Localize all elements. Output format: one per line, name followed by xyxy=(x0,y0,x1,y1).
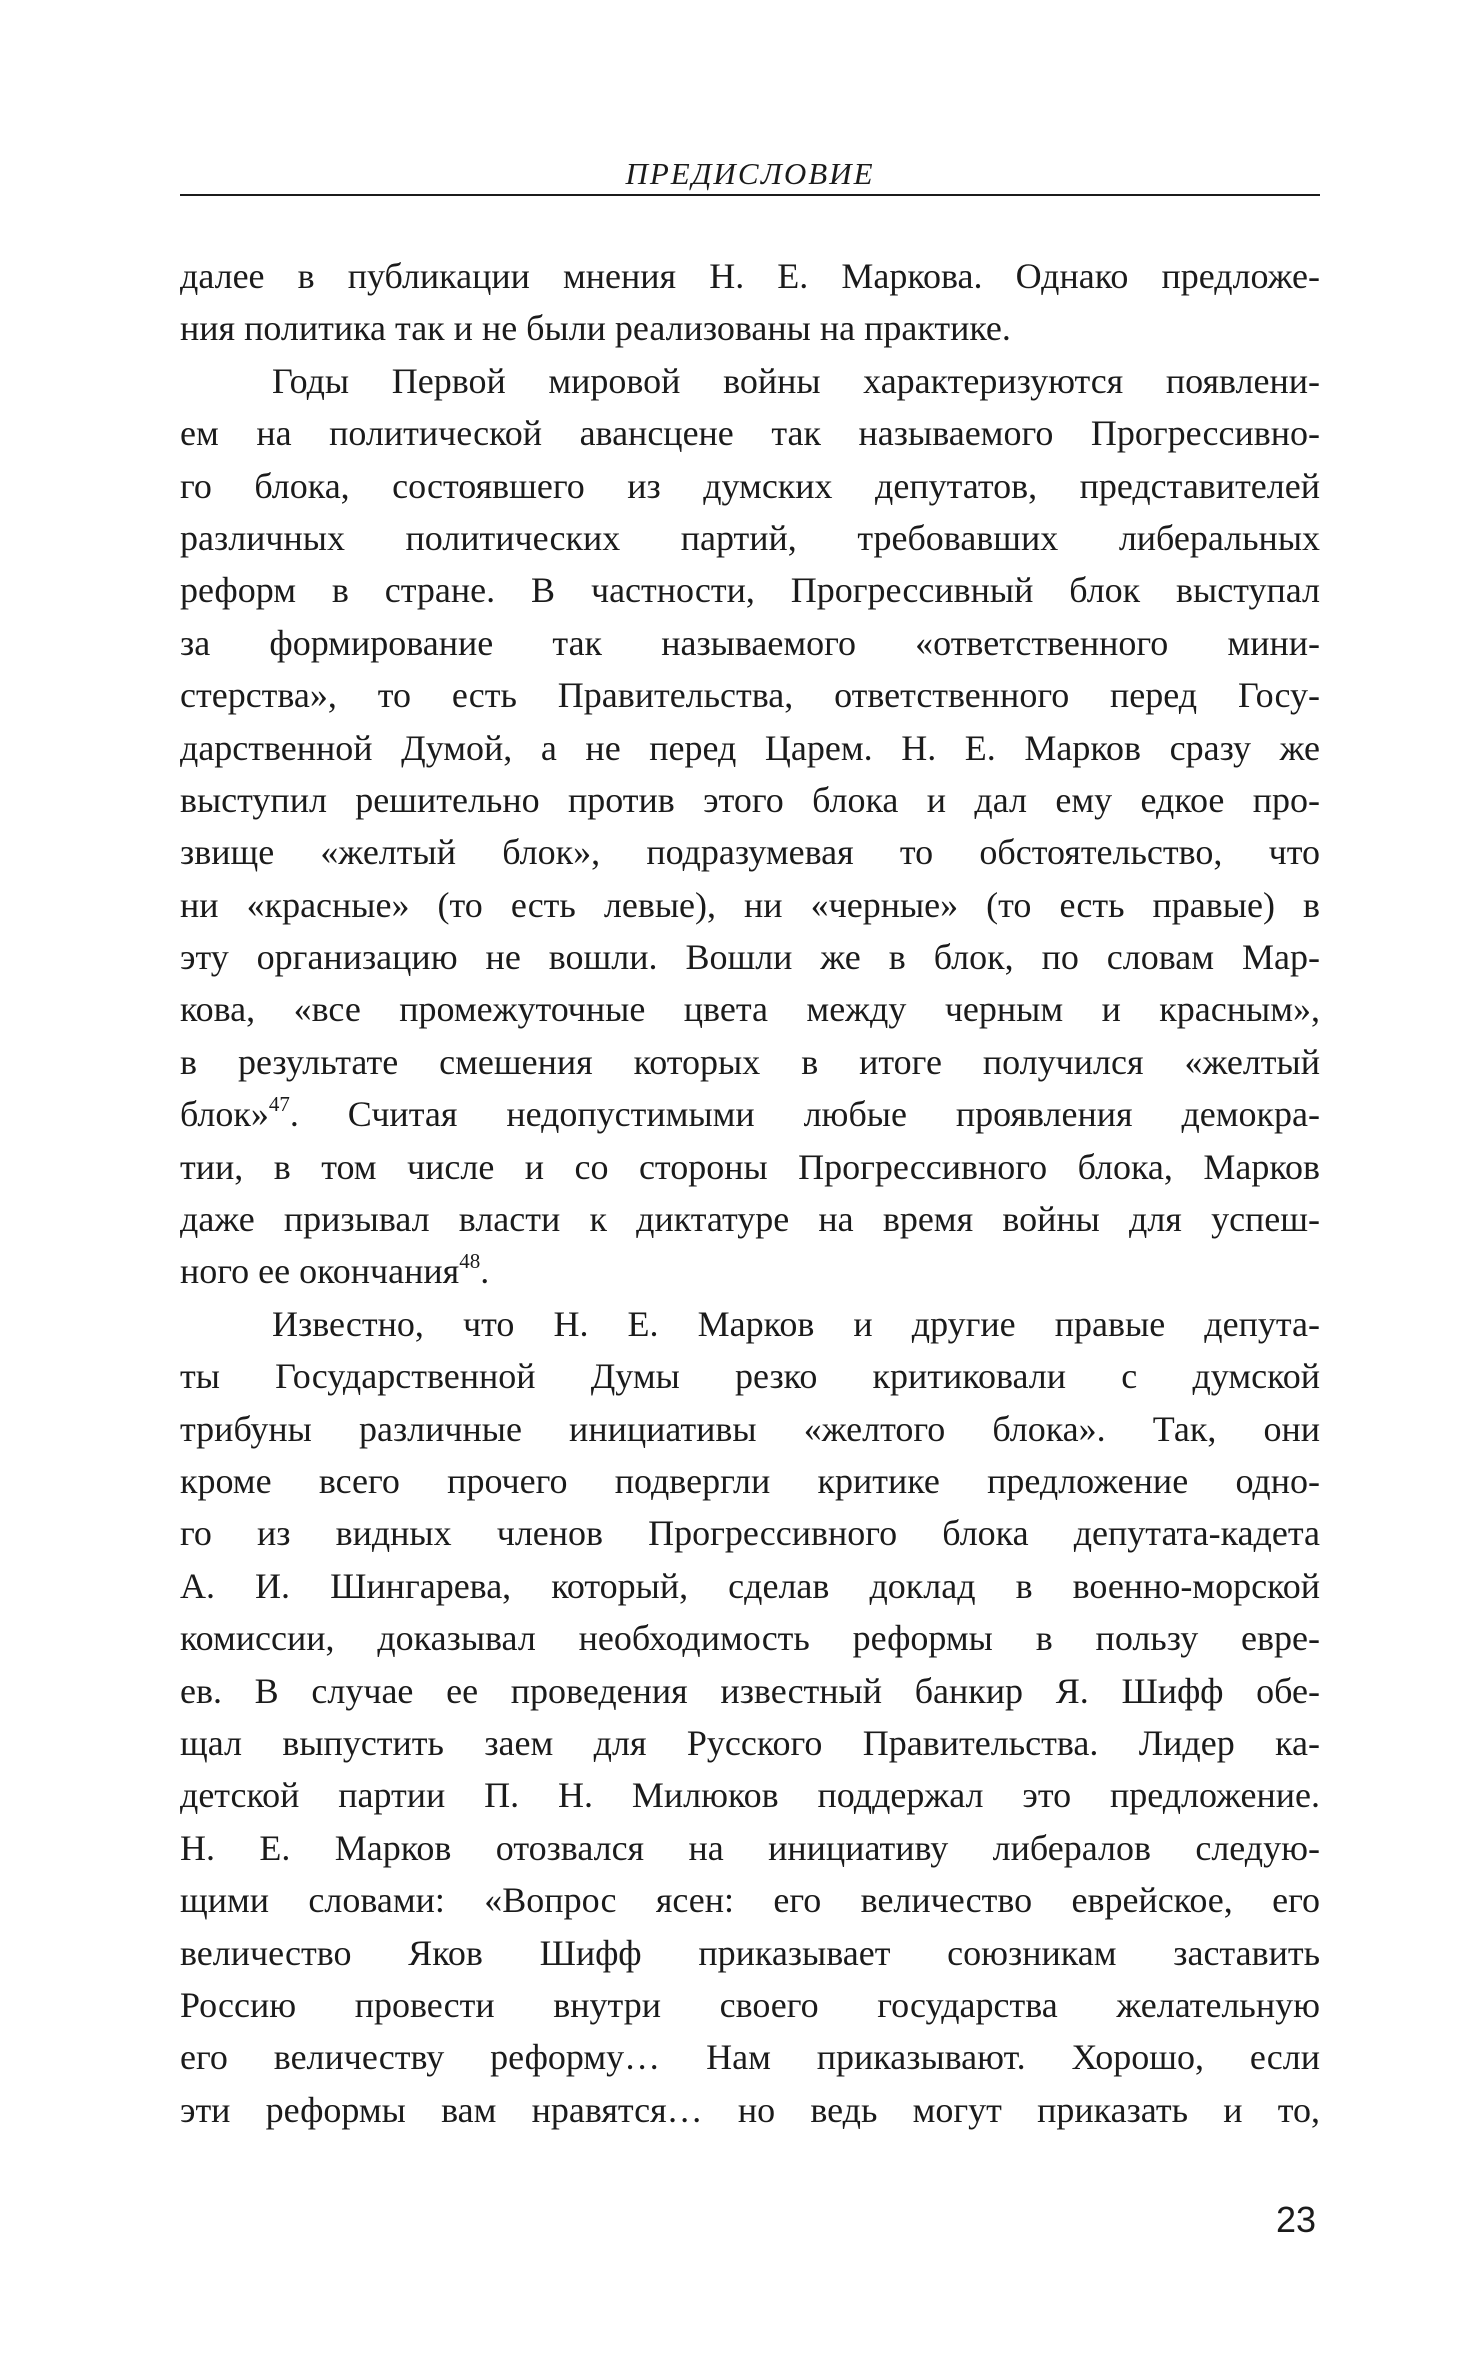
text-fragment: . Считая недопустимыми любые проявления демокра- xyxy=(289,1094,1320,1135)
text-fragment: блок» xyxy=(180,1094,269,1135)
text-line: щими словами: «Вопрос ясен: его величество еврейское, его xyxy=(180,1880,1320,1921)
text-line: тии, в том числе и со стороны Прогрессивного блока, Марков xyxy=(180,1146,1320,1187)
text-line: звище «желтый блок», подразумевая то обстоятельство, что xyxy=(180,832,1320,873)
text-line: его величеству реформу… Нам приказывают. Хорошо, если xyxy=(180,2037,1320,2078)
text-fragment: ного ее окончания xyxy=(180,1251,460,1292)
text-line: стерства», то есть Правительства, ответственного перед Госу- xyxy=(180,675,1320,716)
text-line: различных политических партий, требовавших либеральных xyxy=(180,517,1320,558)
text-line: кроме всего прочего подвергли критике предложение одно- xyxy=(180,1460,1320,1501)
text-line: далее в публикации мнения Н. Е. Маркова. Однако предложе- xyxy=(180,256,1320,296)
text-line: А. И. Шингарева, который, сделав доклад в военно-морской xyxy=(180,1565,1320,1606)
text-line: комиссии, доказывал необходимость реформы в пользу евре- xyxy=(180,1618,1320,1659)
text-line: реформ в стране. В частности, Прогрессивный блок выступал xyxy=(180,570,1320,611)
text-line: дарственной Думой, а не перед Царем. Н. Е. Марков сразу же xyxy=(180,727,1320,768)
text-line: го из видных членов Прогрессивного блока депутата-кадета xyxy=(180,1513,1320,1554)
text-fragment: . xyxy=(480,1251,490,1292)
text-line: Известно, что Н. Е. Марков и другие правые депута- xyxy=(272,1303,1320,1344)
footnote-ref: 48 xyxy=(459,1249,481,1274)
text-line: го блока, состоявшего из думских депутатов, представителей xyxy=(180,465,1320,506)
text-line: Россию провести внутри своего государства желательную xyxy=(180,1984,1320,2025)
text-line: кова, «все промежуточные цвета между черным и красным», xyxy=(180,989,1320,1030)
text-line: ем на политической авансцене так называемого Прогрессивно- xyxy=(180,413,1320,454)
text-line xyxy=(180,1245,1320,1297)
text-line: ни «красные» (то есть левые), ни «черные» (то есть правые) в xyxy=(180,884,1320,925)
text-line: эти реформы вам нравятся… но ведь могут приказать и то, xyxy=(180,2089,1320,2130)
text-line: ев. В случае ее проведения известный банкир Я. Шифф обе- xyxy=(180,1670,1320,1711)
header-rule xyxy=(180,194,1320,196)
footnote-ref: 47 xyxy=(268,1092,290,1117)
text-line: выступил решительно против этого блока и дал ему едкое про- xyxy=(180,779,1320,820)
text-line: эту организацию не вошли. Вошли же в блок, по словам Мар- xyxy=(180,937,1320,978)
text-line: ния политика так и не были реализованы на практике. xyxy=(180,308,1011,349)
text-line: за формирование так называемого «ответственного мини- xyxy=(180,622,1320,663)
text-line: щал выпустить заем для Русского Правительства. Лидер ка- xyxy=(180,1722,1320,1763)
text-line: величество Яков Шифф приказывает союзникам заставить xyxy=(180,1932,1320,1973)
text-line: Годы Первой мировой войны характеризуются появлени- xyxy=(272,360,1320,401)
body-text xyxy=(180,250,1320,2136)
text-line: даже призывал власти к диктатуре на время войны для успеш- xyxy=(180,1199,1320,1240)
page-number: 23 xyxy=(1275,2199,1316,2240)
text-line: трибуны различные инициативы «желтого блока». Так, они xyxy=(180,1408,1320,1449)
text-line xyxy=(180,1088,1320,1140)
running-head: ПРЕДИСЛОВИЕ xyxy=(625,156,875,191)
text-line: детской партии П. Н. Милюков поддержал это предложение. xyxy=(180,1775,1320,1816)
text-line: Н. Е. Марков отозвался на инициативу либералов следую- xyxy=(180,1827,1320,1868)
text-line: ты Государственной Думы резко критиковали с думской xyxy=(180,1356,1320,1397)
text-line: в результате смешения которых в итоге получился «желтый xyxy=(180,1041,1320,1082)
